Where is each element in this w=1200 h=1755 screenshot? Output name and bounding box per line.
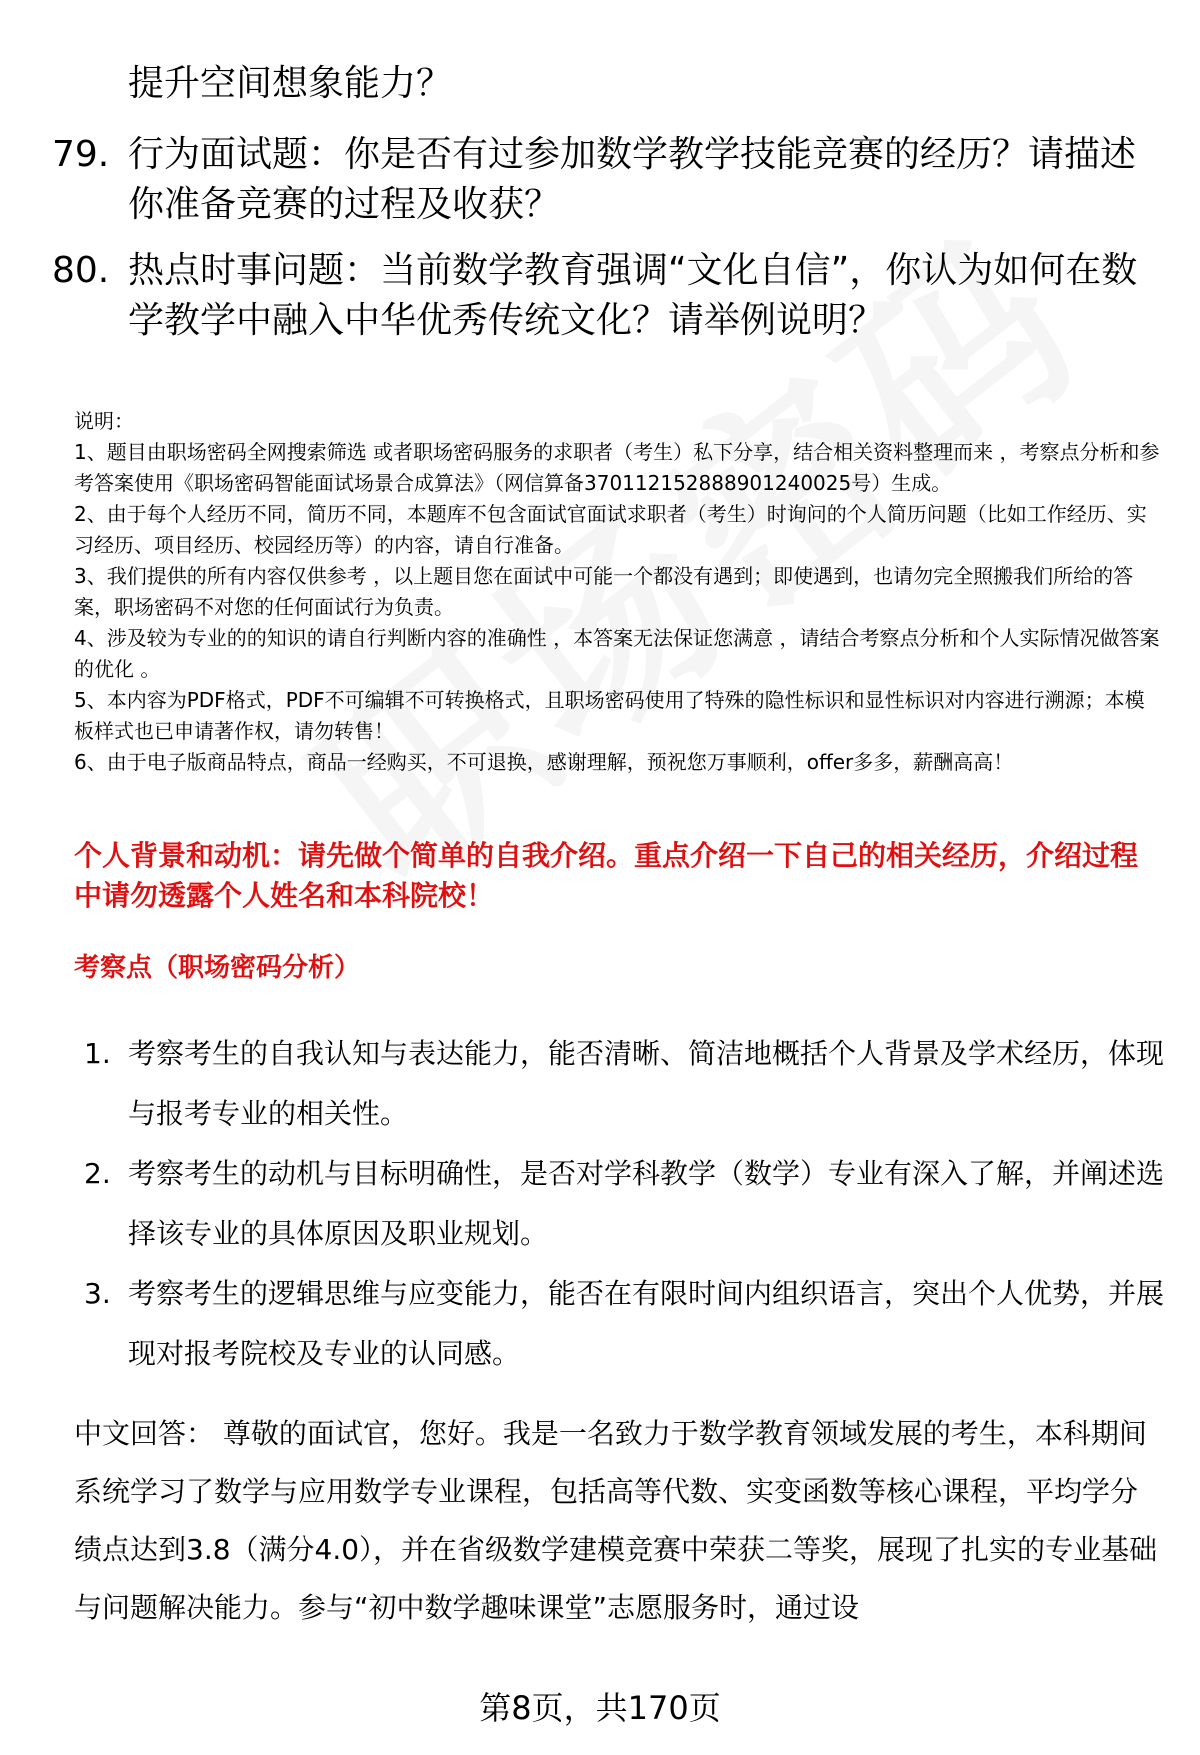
note-item: 5、本内容为PDF格式，PDF不可编辑不可转换格式，且职场密码使用了特殊的隐性标识和显性标识对内容进行溯源；本模板样式也已申请著作权，请勿转售！: [74, 688, 1145, 743]
page-footer: 第8页，共170页: [479, 1689, 721, 1727]
note-item: 6、由于电子版商品特点，商品一经购买，不可退换，感谢理解，预祝您万事顺利，offer多多，薪酬高高！: [74, 750, 1014, 774]
note-item: 4、涉及较为专业的的知识的请自行判断内容的准确性 ，本答案无法保证您满意 ，请结合考察点分析和个人实际情况做答案的优化 。: [74, 626, 1160, 681]
point-text: 考察考生的动机与目标明确性，是否对学科教学（数学）专业有深入了解，并阐述选择该专业的具体原因及职业规划。: [128, 1157, 1165, 1250]
notes-title: 说明：: [74, 409, 134, 433]
point-number: 3.: [84, 1277, 111, 1310]
question-80: [52, 246, 1162, 346]
note-item: 2、由于每个人经历不同，简历不同，本题库不包含面试官面试求职者（考生）时询问的个人简历问题（比如工作经历、实习经历、项目经历、校园经历等）的内容，请自行准备。: [74, 502, 1147, 557]
point-number: 1.: [84, 1037, 111, 1070]
question-text: 行为面试题：你是否有过参加数学教学技能竞赛的经历？请描述你准备竞赛的过程及收获？: [128, 134, 1137, 225]
analysis-points: [84, 1024, 1164, 1384]
question-continuation: 提升空间想象能力？: [128, 63, 453, 104]
point-text: 考察考生的自我认知与表达能力，能否清晰、简洁地概括个人背景及学术经历，体现与报考专业的相关性。: [128, 1037, 1165, 1130]
question-number: 79.: [52, 134, 110, 175]
question-number: 80.: [52, 250, 110, 291]
point-text: 考察考生的逻辑思维与应变能力，能否在有限时间内组织语言，突出个人优势，并展现对报考院校及专业的认同感。: [128, 1277, 1165, 1370]
point-number: 2.: [84, 1157, 111, 1190]
question-79: [52, 130, 1162, 230]
note-item: 3、我们提供的所有内容仅供参考 ，以上题目您在面试中可能一个都没有遇到；即使遇到，也请勿完全照搬我们所给的答案，职场密码不对您的任何面试行为负责。: [74, 564, 1134, 619]
list-item: [84, 1264, 1164, 1384]
note-item: 1、题目由职场密码全网搜索筛选 或者职场密码服务的求职者（考生）私下分享，结合相关资料整理而来 ，考察点分析和参考答案使用《职场密码智能面试场景合成算法》（网信算备370112152888901240025号）生成。: [74, 440, 1160, 495]
question-text: 热点时事问题：当前数学教育强调“文化自信”，你认为如何在数学教学中融入中华优秀传统文化？请举例说明？: [128, 250, 1138, 341]
list-item: [84, 1024, 1164, 1144]
interview-prompt: 个人背景和动机：请先做个简单的自我介绍。重点介绍一下自己的相关经历，介绍过程中请勿透露个人姓名和本科院校！: [74, 839, 1139, 912]
notes-section: [74, 406, 1164, 778]
analysis-heading: 考察点（职场密码分析）: [74, 953, 361, 983]
answer-text: 中文回答： 尊敬的面试官，您好。我是一名致力于数学教育领域发展的考生，本科期间系统学习了数学与应用数学专业课程，包括高等代数、实变函数等核心课程，平均学分绩点达到3.8（满分4.0），并在省级数学建模竞赛中荣获二等奖，展现了扎实的专业基础与问题解决能力。参与“初中数学趣味课堂”志愿服务时，通过设: [74, 1417, 1158, 1624]
list-item: [84, 1144, 1164, 1264]
